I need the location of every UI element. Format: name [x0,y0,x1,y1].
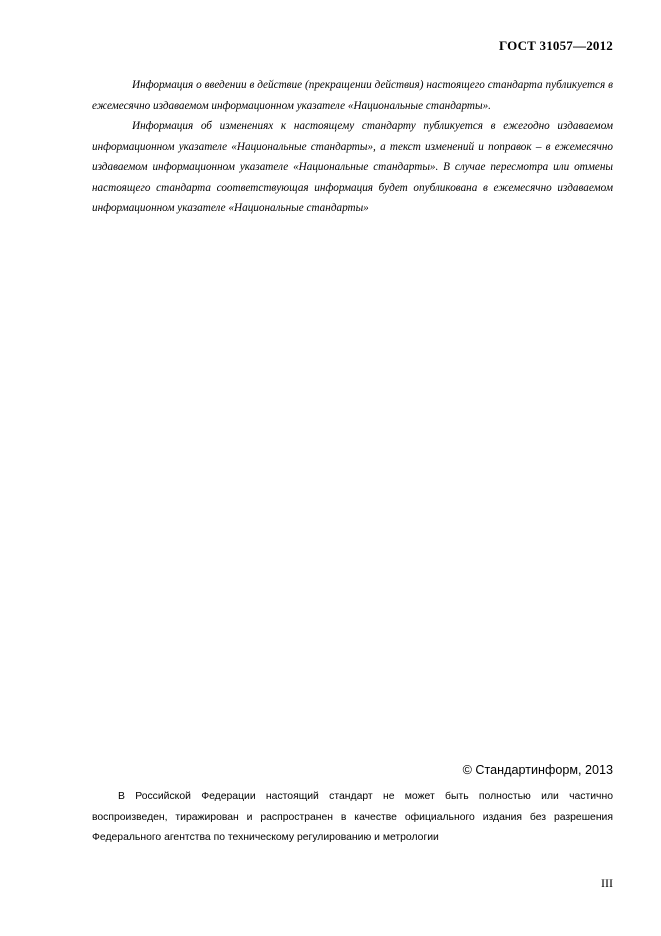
rights-notice-block [92,787,613,849]
page-number: III [601,876,613,890]
copyright-notice: © Стандартинформ, 2013 [462,763,613,777]
standard-code-header: ГОСТ 31057—2012 [498,38,613,53]
rights-notice-text: В Российской Федерации настоящий стандарт не может быть полностью или частично воспроизведен, тиражирован и распространен в качестве официального издания без разрешения Федерального агентства по техническому регулированию и метрологии [92,791,613,843]
publication-info-block [92,75,613,219]
info-paragraph-introduction: Информация о введении в действие (прекращении действия) настоящего стандарта публикуется в ежемесячно издаваемом информационном указателе «Национальные стандарты». [92,79,613,112]
info-paragraph-amendments: Информация об изменениях к настоящему стандарту публикуется в ежегодно издаваемом информационном указателе «Национальные стандарты», а текст изменений и поправок – в ежемесячно издаваемом информационном указателе «Национальные стандарты». В случае пересмотра или отмены настоящего стандарта соответствующая информация будет опубликована в ежемесячно издаваемом информационном указателе «Национальные стандарты» [92,120,613,214]
